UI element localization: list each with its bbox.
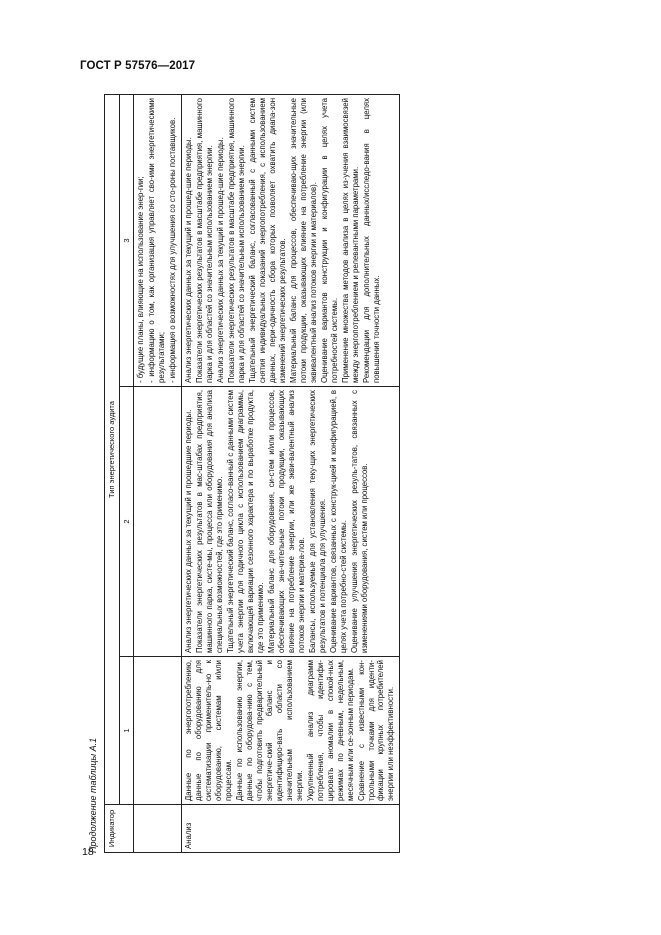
audit-table — [104, 94, 400, 853]
paragraph: - информацию о том, как организация управляет сво-ими энергетическими результатами; — [147, 97, 167, 383]
paragraph: Показатели энергетических результатов в масштабе предприятия, машинного парка и для областей со значительным использованием энергии. — [226, 97, 246, 383]
paragraph: Балансы, используемые для установления теку-щих энергетических результатов и потенциала для улучшения. — [307, 390, 327, 653]
rotated-table-page — [88, 93, 598, 853]
cell-empty-2 — [134, 387, 182, 657]
paragraph: Укрупненный анализ диаграмм потребления, чтобы идентифи-цировать аномалии в спокой-ных режимах по дневным, недельным, месячным или се-зонным периодам. — [305, 660, 355, 801]
paragraph: Анализ энергетических данных за текущий и прошедшие периоды. — [184, 409, 194, 653]
paragraph: Оценивание улучшения энергетических резуль-татов, связанных с изменениями оборудования, систем или процессов. — [349, 390, 369, 653]
table-head-row-1 — [105, 94, 120, 852]
paragraph: Применение множества методов анализа в целях из-учения взаимосвязей между энергопотреблением и релевантными параметрами. — [340, 97, 360, 383]
table-head-row-2 — [119, 94, 134, 852]
paragraph: - информация о возможностях для улучшения со сто-роны поставщиков. — [168, 117, 178, 383]
paragraph: Материальный баланс для процессов, обеспечиваю-щих значительные потоки продукции, оказывающих влияние на потребление энергии (или эквивалентный анализ потоков энергии и материалов). — [288, 97, 318, 383]
col-number-2: 2 — [119, 387, 134, 657]
table-caption: Продолжение таблицы А.1 — [88, 737, 98, 853]
paragraph: Тщательный энергетический баланс, согласо-ванный с данными систем учета энергии для годичного цикла с использованием диаграммы, включающей вариации сезонного характера и по выработке продукта, где это применимо. — [225, 390, 265, 653]
paragraph: Анализ энергетических данных за текущий и прошед-шие периоды. — [215, 137, 225, 383]
paragraph: Анализ энергетических данных за текущий и прошед-шие периоды. — [184, 137, 194, 383]
col-number-3: 3 — [119, 94, 134, 386]
col-number-1: 1 — [119, 657, 134, 805]
document-header: ГОСТ Р 57576—2017 — [80, 60, 196, 72]
cell-empty-indicator — [134, 805, 182, 853]
table-row-analysis — [182, 94, 400, 852]
paragraph: Оценивание вариантов конструкции и конфигурации в целях учета потребностей системы. — [319, 97, 339, 383]
indicator-header: Индикатор — [105, 805, 134, 853]
paragraph: Рекомендации для дополнительных данных/исследо-вания в целях повышения точности данных. — [361, 97, 381, 383]
paragraph: Показатели энергетических результатов в масштабе предприятия, машинного парка и для областей со значительным использованием энергии. — [195, 97, 214, 383]
cell-analysis-col3 — [182, 94, 400, 386]
cell-empty-1 — [134, 657, 182, 805]
paragraph: - будущие планы, влияющие на использование энер-гии; — [136, 176, 146, 383]
cell-continued-col3 — [134, 94, 182, 386]
paragraph: Оценивание вариантов, связанных с конструк-цией и конфигурацией, в целях учета потребно-стей системы. — [328, 390, 348, 653]
paragraph: Показатели энергетических результатов в мас-штабах предприятия, машинного парка, систе-мы, процесса или оборудования для анализа специальных возможностей, где это применимо. — [195, 390, 224, 653]
cell-analysis-col1 — [182, 657, 400, 805]
paragraph: Данные по использованию энергии, данные по оборудова-нию с тем, чтобы подготовить предварительный энергетиче-ский баланс и идентифициро-вать области со значительным использованием энергии. — [234, 660, 304, 801]
page-number: 18 — [82, 846, 94, 858]
paragraph: Тщательный энергетический баланс, согласованный с данными систем снятия индивидуальных показаний энергопотребления, с использованием данных, пери-одичность сбора которых позволяет охватить диапа-зон изменений энергетических результатов. — [247, 97, 287, 383]
paragraph: Сравнение с известными кон-трольными точками для иденти-фикации крупных потребителей энергии или неэффективности. — [356, 660, 396, 801]
paragraph: Материальный баланс для оборудования, си-стем и/или процессов, обеспечивающих зна-чительные потоки продукции, оказывающих влияние на потребление энергии, или же экви-валентный анализ потоков энергии и материа-лов. — [266, 390, 306, 653]
table-row-continued — [134, 94, 182, 852]
audit-type-header: Тип энергетического аудита — [105, 94, 120, 804]
paragraph: Данные по энергопотреблению, данные по оборудованию для систематизации применитель-но к оборудованию, системам и/или процессам. — [184, 660, 233, 801]
indicator-analysis: Анализ — [182, 805, 400, 853]
cell-analysis-col2 — [182, 387, 400, 657]
